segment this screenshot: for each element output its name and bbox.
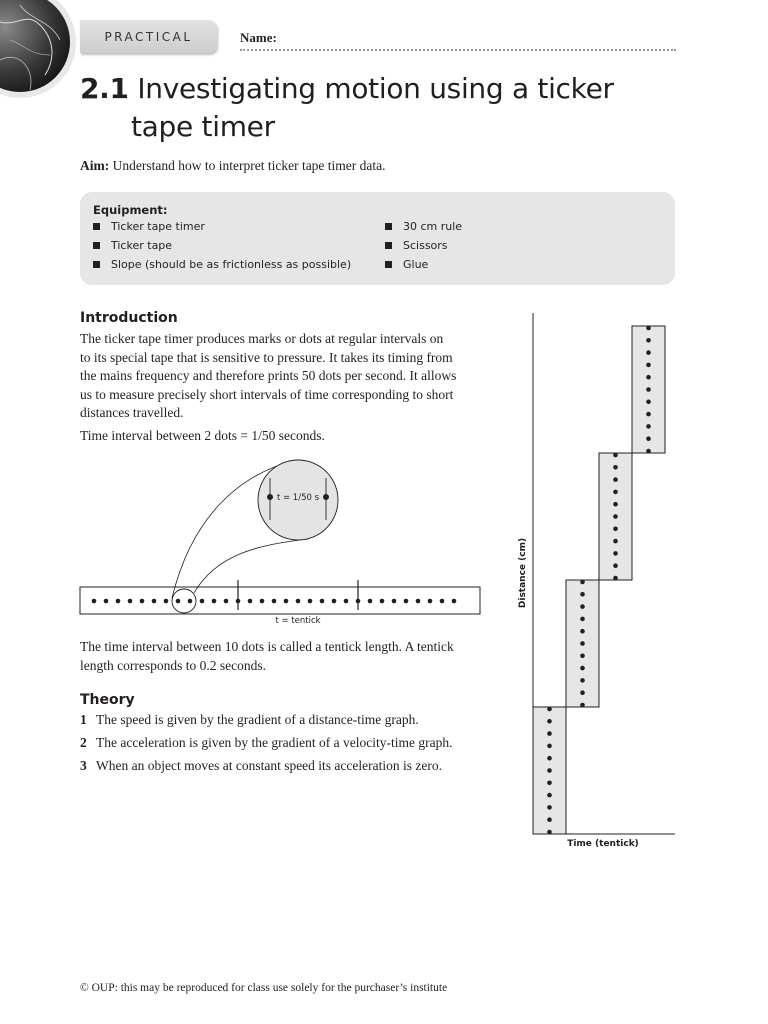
strip-dot xyxy=(580,703,585,708)
practical-tab-label: PRACTICAL xyxy=(104,29,193,44)
equipment-item xyxy=(93,258,351,271)
tape-dot xyxy=(452,599,457,604)
tape-dot xyxy=(320,599,325,604)
strip-dot xyxy=(646,387,651,392)
equipment-item xyxy=(93,239,172,252)
tape-dots xyxy=(92,599,457,604)
strip-dot xyxy=(580,592,585,597)
strip-dot xyxy=(613,563,618,568)
strip-dot xyxy=(547,744,552,749)
tape-dot xyxy=(152,599,157,604)
strip-dot xyxy=(580,666,585,671)
tape-strips xyxy=(533,326,665,835)
practical-tab xyxy=(80,20,217,53)
zoom-dot xyxy=(267,494,273,500)
bullet-square-icon xyxy=(93,261,100,268)
zoom-interval-label: t = 1/50 s xyxy=(276,493,320,503)
strip-dot xyxy=(613,465,618,470)
theory-item-number: 2 xyxy=(80,735,87,750)
tape-dot xyxy=(308,599,313,604)
strip-dot xyxy=(646,350,651,355)
strip-dot xyxy=(613,477,618,482)
strip-dot xyxy=(646,375,651,380)
name-label: Name: xyxy=(240,30,277,45)
equipment-item-label: Ticker tape timer xyxy=(111,220,205,233)
strip-dot xyxy=(646,436,651,441)
title-line-1: Investigating motion using a ticker xyxy=(137,72,614,105)
bullet-square-icon xyxy=(385,223,392,230)
equipment-item-label: Slope (should be as frictionless as possible) xyxy=(111,258,352,271)
strip-dot xyxy=(547,756,552,761)
strip-dot xyxy=(580,580,585,585)
paragraph-line: us to measure precisely short intervals of time corresponding to short xyxy=(80,386,454,402)
strip-dot xyxy=(613,453,618,458)
distance-time-tape-graph xyxy=(510,305,680,855)
strip-dot xyxy=(646,400,651,405)
equipment-item-label: Glue xyxy=(403,258,429,271)
theory-item-number: 3 xyxy=(80,758,87,773)
strip-dot xyxy=(580,641,585,646)
strip-dot xyxy=(547,719,552,724)
tape-dot xyxy=(224,599,229,604)
bullet-square-icon xyxy=(93,242,100,249)
copyright-footer: © OUP: this may be reproduced for class use solely for the purchaser’s institute xyxy=(80,982,448,994)
name-line xyxy=(240,49,676,51)
strip-dot xyxy=(613,514,618,519)
strip-dot xyxy=(613,527,618,532)
zoom-circle-small xyxy=(172,589,196,613)
tentick-paragraph xyxy=(80,638,490,675)
tape-dot xyxy=(248,599,253,604)
tape-dot xyxy=(440,599,445,604)
tape-dot xyxy=(272,599,277,604)
paragraph-line: The ticker tape timer produces marks or dots at regular intervals on xyxy=(80,331,444,346)
theory-item-number: 1 xyxy=(80,712,87,727)
bullet-square-icon xyxy=(385,261,392,268)
strip-dot xyxy=(547,707,552,712)
introduction-heading: Introduction xyxy=(80,310,178,326)
tape-dot xyxy=(296,599,301,604)
theory-item-text: The speed is given by the gradient of a distance-time graph. xyxy=(96,712,419,727)
strip-dot xyxy=(547,781,552,786)
tape-dot xyxy=(416,599,421,604)
strip-dot xyxy=(547,793,552,798)
y-axis-label: Distance (cm) xyxy=(518,537,528,609)
tape-dot xyxy=(128,599,133,604)
equipment-item-label: Scissors xyxy=(403,239,448,252)
paragraph-line: The time interval between 10 dots is called a tentick length. A tentick xyxy=(80,639,454,654)
aim-statement xyxy=(80,158,386,174)
tape-dot xyxy=(200,599,205,604)
aim-label: Aim: xyxy=(80,158,110,173)
equipment-item xyxy=(93,220,205,233)
strip-dot xyxy=(547,768,552,773)
strip-dot xyxy=(646,326,651,331)
strip-dot xyxy=(613,551,618,556)
tape-dot xyxy=(188,599,193,604)
tape-dot xyxy=(368,599,373,604)
strip-dot xyxy=(646,412,651,417)
theory-heading: Theory xyxy=(80,692,135,708)
tentick-label: t = tentick xyxy=(275,616,321,626)
strip-dot xyxy=(580,654,585,659)
page-title xyxy=(80,70,720,146)
strip-dot xyxy=(613,539,618,544)
corner-decoration-image xyxy=(0,0,80,112)
title-number: 2.1 xyxy=(80,72,129,105)
equipment-box xyxy=(80,192,675,285)
strip-dot xyxy=(580,604,585,609)
tape-dot xyxy=(404,599,409,604)
tape-dot xyxy=(380,599,385,604)
equipment-item xyxy=(385,258,428,271)
strip-dot xyxy=(580,678,585,683)
strip-dot xyxy=(613,502,618,507)
tape-dot xyxy=(392,599,397,604)
strip-dot xyxy=(547,731,552,736)
theory-item xyxy=(80,712,419,728)
theory-item-text: The acceleration is given by the gradient of a velocity-time graph. xyxy=(96,735,453,750)
tape-dot xyxy=(212,599,217,604)
bullet-square-icon xyxy=(385,242,392,249)
theory-item-text: When an object moves at constant speed its acceleration is zero. xyxy=(96,758,442,773)
paragraph-line: distances travelled. xyxy=(80,405,184,420)
tape-dot xyxy=(140,599,145,604)
title-line-2: tape timer xyxy=(131,110,275,143)
paragraph-line: length corresponds to 0.2 seconds. xyxy=(80,657,266,673)
x-axis-label: Time (tentick) xyxy=(567,839,639,849)
equipment-item xyxy=(385,220,462,233)
tape-dot xyxy=(260,599,265,604)
paragraph-line: to its special tape that is sensitive to pressure. It takes its timing from xyxy=(80,349,453,365)
theory-item xyxy=(80,735,452,751)
theory-item xyxy=(80,758,442,774)
strip-dot xyxy=(646,338,651,343)
tape-dot xyxy=(176,599,181,604)
tape-dot xyxy=(104,599,109,604)
equipment-item xyxy=(385,239,448,252)
zoom-connector-line xyxy=(194,539,308,593)
strip-dot xyxy=(580,629,585,634)
strip-dot xyxy=(613,576,618,581)
strip-dot xyxy=(646,424,651,429)
zoom-dot xyxy=(323,494,329,500)
equipment-item-label: Ticker tape xyxy=(111,239,173,252)
ticker-tape-figure xyxy=(76,450,486,630)
strip-dot xyxy=(547,805,552,810)
dot-interval-text: Time interval between 2 dots = 1/50 seconds. xyxy=(80,428,325,443)
strip-dot xyxy=(646,363,651,368)
tape-dot xyxy=(92,599,97,604)
introduction-paragraph xyxy=(80,330,490,423)
strip-dot xyxy=(580,690,585,695)
strip-dot xyxy=(547,817,552,822)
equipment-title: Equipment: xyxy=(93,203,168,217)
tape-dot xyxy=(284,599,289,604)
tape-dot xyxy=(164,599,169,604)
aim-text: Understand how to interpret ticker tape timer data. xyxy=(112,158,386,173)
equipment-item-label: 30 cm rule xyxy=(403,220,463,233)
tape-dot xyxy=(332,599,337,604)
strip-dot xyxy=(580,617,585,622)
strip-dot xyxy=(613,490,618,495)
paragraph-line: the mains frequency and therefore prints 50 dots per second. It allows xyxy=(80,368,457,383)
tape-dot xyxy=(116,599,121,604)
tape-dot xyxy=(428,599,433,604)
tape-dot xyxy=(344,599,349,604)
strip-dot xyxy=(646,449,651,454)
bullet-square-icon xyxy=(93,223,100,230)
